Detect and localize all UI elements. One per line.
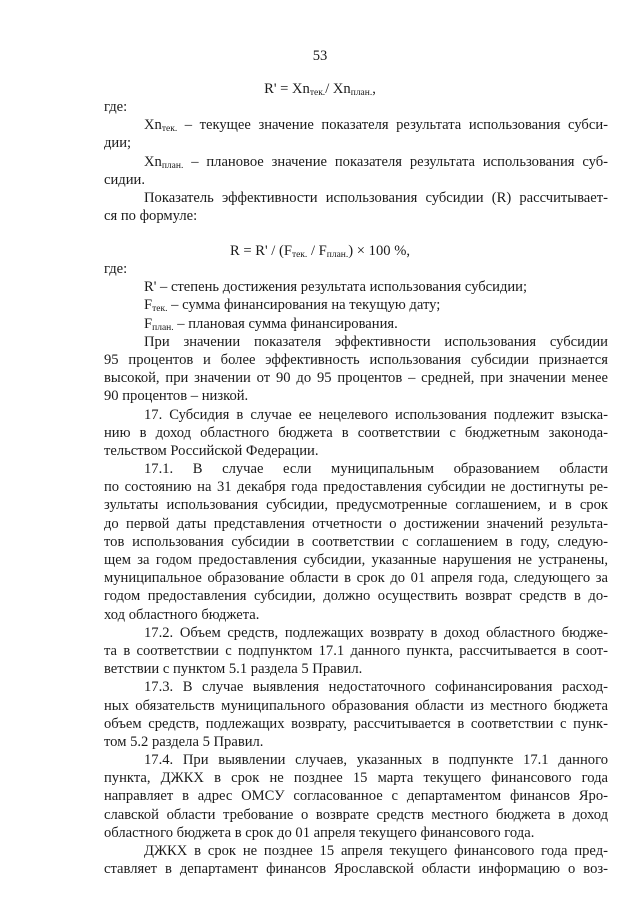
formula-text: / Xn [325,81,351,97]
paragraph-line: нию в доход областного бюджета в соответствии с бюджетным законода- [104,424,608,441]
paragraph-line: 17. Субсидия в случае ее нецелевого использования подлежит взыска- [144,406,608,423]
formula-text: / F [307,243,327,259]
paragraph-line: зультаты использования субсидии, предусмотренные соглашением, и в срок [104,497,608,514]
def-xn-tek-cont: дии; [104,135,132,152]
paragraph-line: та в соответствии с подпунктом 17.1 данного пункта, рассчитывается в соот- [104,642,608,659]
paragraph-line: ДЖКХ в срок не позднее 15 апреля текущего финансового года пред- [144,843,608,859]
paragraph-line: направляет в адрес ОМСУ согласованное с департаментом финансов Яро- [104,788,608,805]
formula-text: R' = Xn [264,81,310,97]
paragraph-line: до первой даты представления отчетности о достижении значений результа- [104,515,608,532]
where-label: где: [104,99,128,115]
def-xn-tek-line [104,116,608,134]
paragraph-line: том 5.2 раздела 5 Правил. [104,733,264,750]
paragraph-line: При значении показателя эффективности использования субсидии [144,333,608,350]
def-xn-plan-line [104,153,608,171]
paragraph-line: 95 процентов и более эффективность использования субсидии признается [104,351,608,368]
subscript: план. [152,322,174,333]
paragraph-line: 17.3. В случае выявления недостаточного софинансирования расход- [144,679,608,696]
symbol: Xn [144,117,162,134]
paragraph-line: 17.2. Объем средств, подлежащих возврату в доход областного бюдже- [144,624,608,641]
paragraph-line: ход областного бюджета. [104,606,260,623]
definition-text: – плановое значение показателя результата использования суб- [183,153,608,170]
where-label: где: [104,261,128,277]
paragraph-line: тов использования субсидии в соответствии с соглашением в году, следую- [104,533,608,550]
paragraph-line: щем за годом предоставления субсидии, указанные нарушения не устранены, [104,552,608,568]
formula-text: ) × 100 %, [348,243,411,259]
formula-subscript: тек. [309,88,326,98]
paragraph-line: 17.4. При выявлении случаев, указанных в подпункте 17.1 данного [144,752,608,769]
paragraph-line: 17.1. В случае если муниципальным образованием области [144,461,608,478]
paragraph-line: областного бюджета в срок до 01 апреля текущего финансового года. [104,824,535,841]
subscript: тек. [152,304,168,315]
paragraph-line: ставляет в департамент финансов Ярославской области информацию о воз- [104,861,608,878]
paragraph-line: Показатель эффективности использования субсидии (R) рассчитывает- [144,189,608,206]
def-r-line: R' – степень достижения результата использования субсидии; [144,279,528,296]
symbol: Xn [144,153,162,170]
definitions-block-1 [104,98,608,225]
symbol: F [144,297,153,314]
symbol: F [144,315,153,332]
paragraph-line: пункта, ДЖКХ в срок не позднее 15 марта текущего финансового года [104,770,608,787]
paragraph-line: ных обязательств муниципального образования области из местного бюджета [104,697,608,714]
formula-subscript: план. [350,88,373,98]
paragraph-line: ветствии с пунктом 5.1 раздела 5 Правил. [104,661,363,678]
formula-subscript: тек. [291,250,308,260]
def-f-plan-line [104,315,608,333]
formula-text: R = R' / (F [229,243,292,259]
subscript: тек. [161,124,178,135]
formula-text: , [372,81,376,97]
paragraph-line: славской области требование о возврате средств местного бюджета в доход [104,806,608,823]
page-number: 53 [312,48,328,64]
definition-text: – плановая сумма финансирования. [173,315,398,332]
paragraph-line: ся по формуле: [104,208,198,225]
def-xn-plan-cont: сидии. [104,171,145,188]
definition-text: – текущее значение показателя результата использования субси- [177,117,608,134]
paragraph-line: высокой, при значении от 90 до 95 процентов – средней, при значении менее [104,370,608,387]
paragraph-line: муниципальное образование области в срок до 01 апреля года, следующего за [104,570,608,587]
paragraph-line: тельством Российской Федерации. [104,442,319,459]
def-f-tek-line [104,296,608,314]
definition-text: – сумма финансирования на текущую дату; [167,297,441,314]
paragraph-line: годом предоставления субсидии, должно осуществить возврат средств в до- [104,588,608,605]
paragraph-line: 90 процентов – низкой. [104,388,249,405]
formula-subscript: план. [326,250,349,260]
subscript: план. [161,160,184,171]
paragraph-line: по состоянию на 31 декабря года предоставления субсидии не достигнуты ре- [104,479,608,496]
paragraph-line: объем средств, подлежащих возврату, рассчитывается в соответствии с пунк- [104,715,608,732]
main-text-block [104,260,608,878]
